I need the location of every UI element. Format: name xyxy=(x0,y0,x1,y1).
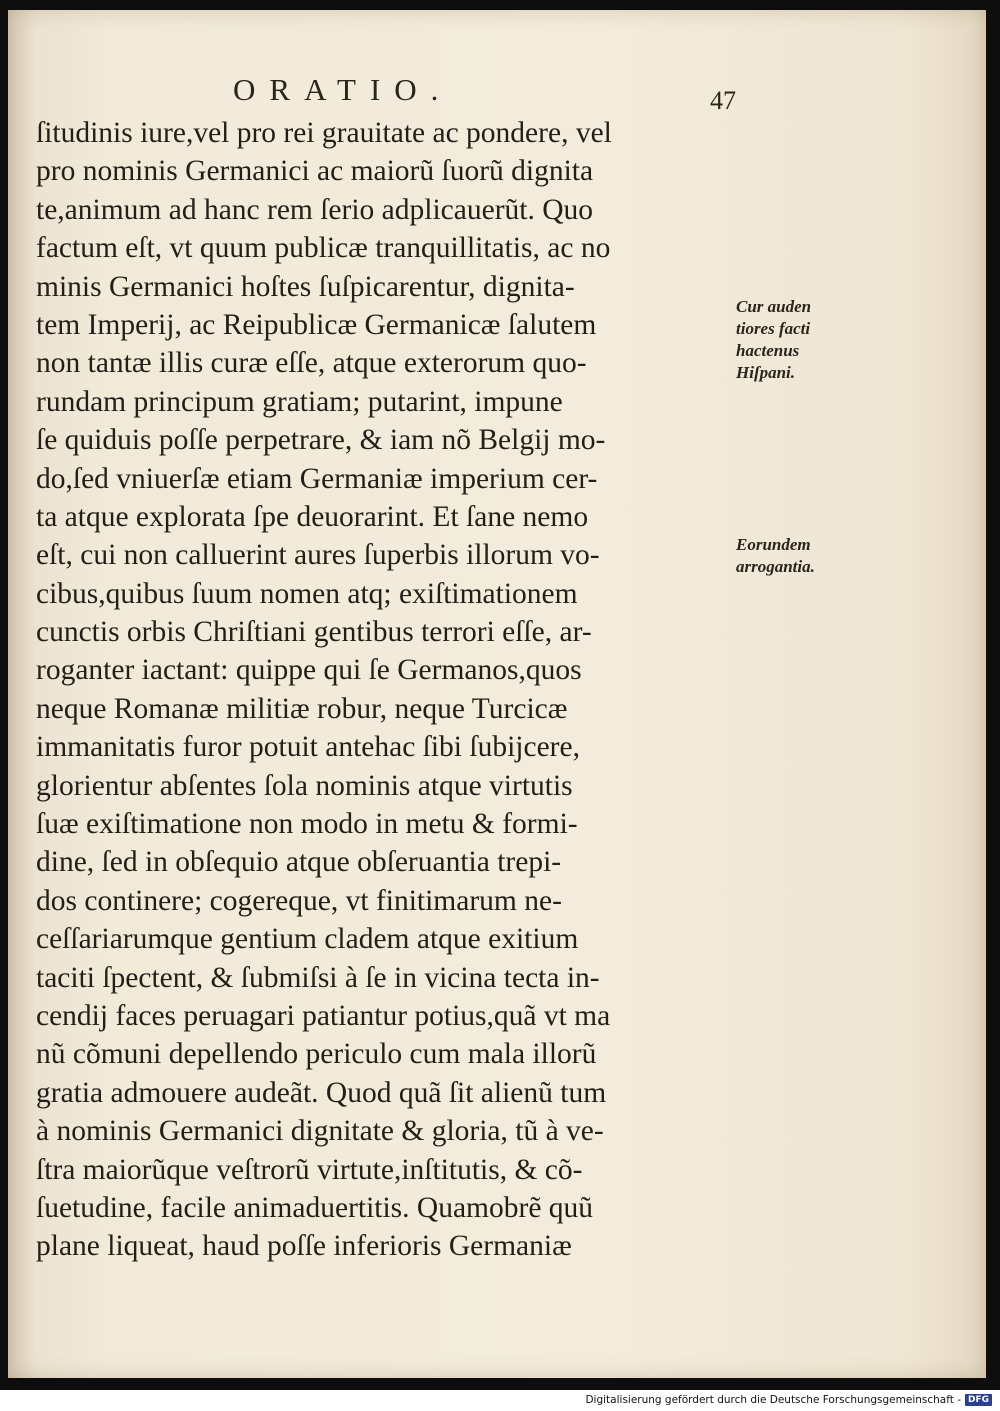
text-line: ſtra maiorũque veſtrorũ virtute,inſtitutis, & cõ- xyxy=(36,1153,583,1186)
text-line: ſe quiduis poſſe perpetrare, & iam nõ Belgij mo- xyxy=(36,424,606,457)
text-line: à nominis Germanici dignitate & gloria, tũ à ve- xyxy=(36,1115,604,1148)
text-line: taciti ſpectent, & ſubmiſsi à ſe in vicina tecta in- xyxy=(36,961,600,994)
text-line: neque Romanæ militiæ robur, neque Turcicæ xyxy=(36,692,568,725)
text-line: non tantæ illis curæ eſſe, atque exterorum quo- xyxy=(36,347,587,380)
text-line: minis Germanici hoſtes ſuſpicarentur, dignita- xyxy=(36,270,575,303)
digitization-credit xyxy=(585,1392,992,1408)
text-line: eſt, cui non calluerint aures ſuperbis illorum vo- xyxy=(36,539,600,572)
marginal-note-line: hactenus xyxy=(736,341,800,360)
marginal-note-line: arrogantia. xyxy=(736,557,815,576)
text-line: cendij faces peruagari patiantur potius,quã vt ma xyxy=(36,999,611,1032)
page-number: 47 xyxy=(710,86,736,115)
text-line: plane liqueat, haud poſſe inferioris Germaniæ xyxy=(36,1230,572,1263)
credit-text: Digitalisierung gefördert durch die Deutsche Forschungsgemeinschaft - xyxy=(585,1394,961,1406)
text-line: do,ſed vniuerſæ etiam Germaniæ imperium cer- xyxy=(36,462,598,495)
text-line: dine, ſed in obſequio atque obſeruantia trepi- xyxy=(36,846,562,879)
text-line: ſitudinis iure,vel pro rei grauitate ac pondere, vel xyxy=(36,117,612,149)
text-line: ceſſariarumque gentium cladem atque exitium xyxy=(36,923,579,956)
marginal-note-line: Eorundem xyxy=(736,535,811,554)
running-head: ORATIO. xyxy=(233,72,453,107)
text-line: nũ cõmuni depellendo periculo cum mala illorũ xyxy=(36,1038,597,1071)
text-line: ta atque explorata ſpe deuorarint. Et ſane nemo xyxy=(36,500,589,533)
dfg-logo: DFG xyxy=(965,1394,992,1406)
marginal-note-line: tiores facti xyxy=(736,319,811,338)
marginal-note-line: Hiſpani. xyxy=(736,363,796,382)
marginal-note-spaniards xyxy=(736,296,856,384)
text-line: ſuetudine, facile animaduertitis. Quamobrẽ quũ xyxy=(36,1191,594,1224)
book-page xyxy=(8,10,986,1378)
text-line: roganter iactant: quippe qui ſe Germanos,quos xyxy=(36,654,582,687)
text-line: cunctis orbis Chriſtiani gentibus terrori eſſe, ar- xyxy=(36,616,592,649)
text-line: pro nominis Germanici ac maiorũ ſuorũ dignita xyxy=(36,155,594,188)
text-line: gratia admouere audeãt. Quod quã ſit alienũ tum xyxy=(36,1076,607,1109)
text-line: cibus,quibus ſuum nomen atq; exiſtimationem xyxy=(36,577,578,610)
text-line: rundam principum gratiam; putarint, impune xyxy=(36,385,563,418)
text-line: immanitatis furor potuit antehac ſibi ſubijcere, xyxy=(36,731,580,764)
text-line: factum eſt, vt quum publicæ tranquillitatis, ac no xyxy=(36,232,611,265)
marginal-note-arrogance xyxy=(736,534,856,578)
page-header xyxy=(8,72,986,115)
text-line: te,animum ad hanc rem ſerio adplicauerũt. Quo xyxy=(36,193,594,226)
body-text xyxy=(36,114,746,1266)
text-line: dos continere; cogereque, vt finitimarum ne- xyxy=(36,884,562,917)
text-line: ſuæ exiſtimatione non modo in metu & formi- xyxy=(36,808,578,841)
text-line: tem Imperij, ac Reipublicæ Germanicæ ſalutem xyxy=(36,308,597,341)
text-line: glorientur abſentes ſola nominis atque virtutis xyxy=(36,769,573,802)
marginal-note-line: Cur auden xyxy=(736,297,812,316)
